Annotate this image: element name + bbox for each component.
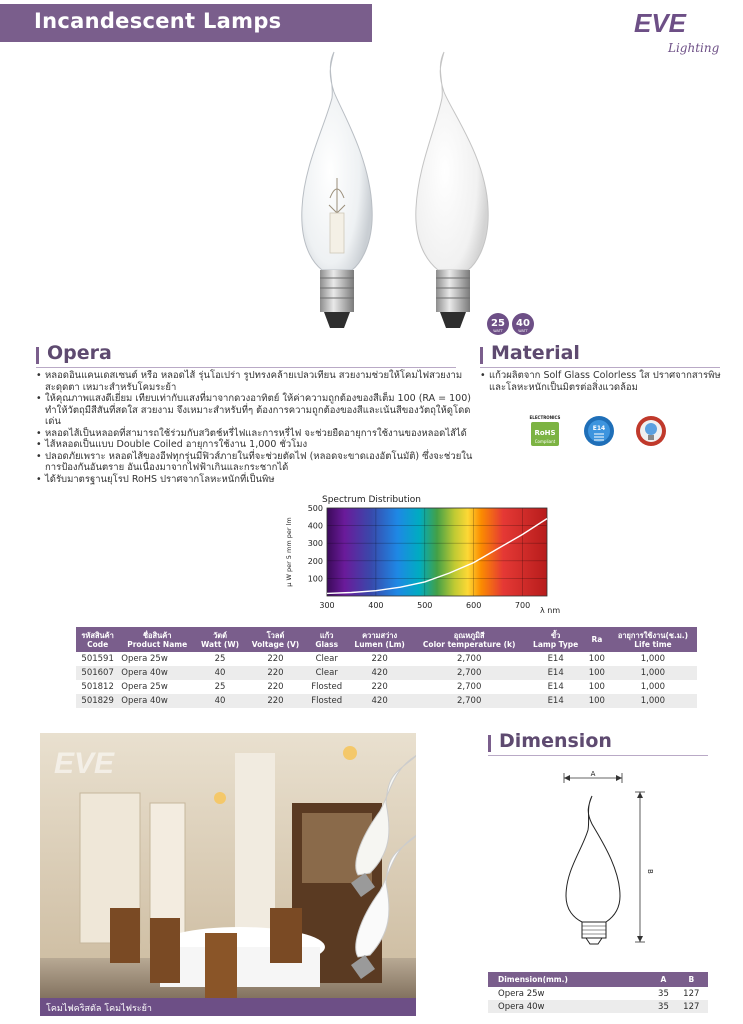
table-cell: 2,700 (412, 680, 527, 694)
col-color-temp: อุณหภูมิสี Color temperature (k) (412, 627, 527, 652)
table-cell: 501829 (76, 694, 119, 708)
y-tick-label: 400 (307, 521, 323, 531)
table-cell: 25 (195, 680, 245, 694)
y-tick-label: 300 (307, 539, 323, 549)
y-axis-label: μ W per 5 mm per lm (285, 517, 293, 587)
table-cell: 220 (245, 694, 306, 708)
feature-item: • ได้รับมาตรฐานยุโรป RoHS ปราศจากโลหะหนักที่เป็นพิษ (36, 474, 476, 486)
spec-header-row (76, 627, 697, 652)
svg-text:Compliant: Compliant (534, 439, 556, 444)
dim-cell: 35 (652, 1000, 674, 1013)
table-cell: 40 (195, 666, 245, 680)
opera-heading-text: Opera (47, 342, 112, 364)
dimension-heading (488, 730, 708, 755)
x-tick-label: 300 (319, 601, 335, 610)
feature-item: • ไส้หลอดเป็นแบบ Double Coiled อายุการใช้งาน 1,000 ชั่วโมง (36, 439, 476, 451)
col-lifetime: อายุการใช้งาน(ช.ม.) Life time (609, 627, 697, 652)
svg-text:WATT: WATT (493, 329, 503, 333)
col-product-name: ชื่อสินค้า Product Name (119, 627, 195, 652)
brand-sub-text: Lighting (668, 41, 720, 55)
product-spec-table (76, 627, 697, 708)
table-row (488, 1000, 708, 1013)
col-lamp-type: ขั้ว Lamp Type (526, 627, 584, 652)
x-tick-label: 600 (466, 601, 482, 610)
dimension-heading-text: Dimension (499, 730, 612, 752)
table-cell: Flosted (306, 694, 347, 708)
dim-cell: 127 (675, 1000, 708, 1013)
table-cell: 1,000 (609, 652, 697, 666)
dim-cell: Opera 40w (488, 1000, 652, 1013)
table-cell: 40 (195, 694, 245, 708)
material-heading (480, 342, 720, 367)
dimmable-icon (634, 413, 668, 449)
svg-text:25: 25 (491, 318, 505, 329)
table-cell: Opera 40w (119, 666, 195, 680)
dim-cell: 127 (675, 987, 708, 1000)
table-row (76, 680, 697, 694)
feature-item: • ปลอดภัยเพราะ หลอดไส้ของอีฟทุกรุ่นมีฟิวส์ภายในที่จะช่วยตัดไฟ (หลอดจะขาดเองอัตโนมัติ) ซึ่งจะช่วยในการป้องกันอันตราย อันเนื่องมาจากไฟฟ้าเกินและกระชากได้ (36, 451, 476, 474)
table-cell: 2,700 (412, 666, 527, 680)
table-cell: E14 (526, 694, 584, 708)
rohs-compliant-icon (528, 413, 562, 449)
material-list (480, 370, 725, 393)
table-cell: 420 (347, 694, 412, 708)
spectrum-band (327, 508, 547, 596)
table-cell: 420 (347, 666, 412, 680)
photo-watermark: EVE (54, 747, 115, 780)
svg-text:RoHS: RoHS (534, 429, 556, 437)
table-cell: E14 (526, 666, 584, 680)
table-cell: 501591 (76, 652, 119, 666)
svg-text:E14: E14 (592, 425, 606, 432)
col-lumen: ความสว่าง Lumen (Lm) (347, 627, 412, 652)
table-cell: 100 (585, 666, 609, 680)
dim-col-a: A (652, 972, 674, 987)
opera-features-list (36, 370, 476, 485)
table-cell: E14 (526, 652, 584, 666)
table-cell: 100 (585, 652, 609, 666)
dim-cell: Opera 25w (488, 987, 652, 1000)
table-cell: 1,000 (609, 680, 697, 694)
col-code: รหัสสินค้า Code (76, 627, 119, 652)
col-voltage: โวลต์ Voltage (V) (245, 627, 306, 652)
y-tick-label: 200 (307, 556, 323, 566)
table-cell: 220 (347, 680, 412, 694)
table-cell: 501812 (76, 680, 119, 694)
table-cell: 100 (585, 680, 609, 694)
table-row (76, 652, 697, 666)
material-item: • แก้วผลิตจาก Solf Glass Colorless ใส ปราศจากสารพิษและโลหะหนักเป็นมิตรต่อสิ่งแวดล้อม (480, 370, 725, 393)
table-cell: 1,000 (609, 694, 697, 708)
table-cell: 2,700 (412, 652, 527, 666)
table-cell: 25 (195, 652, 245, 666)
table-cell: 501607 (76, 666, 119, 680)
dim-header-row (488, 972, 708, 987)
col-glass: แก้ว Glass (306, 627, 347, 652)
dim-col-b: B (675, 972, 708, 987)
x-tick-label: 400 (368, 601, 384, 610)
feature-item: • หลอดอินแคนเดสเซนต์ หรือ หลอดไส้ รุ่นโอเปร่า รูปทรงคล้ายเปลวเทียน สวยงามช่วยให้โคมไฟสวยงามสะดุดตา เหมาะสำหรับโคมระย้า (36, 370, 476, 393)
col-ra: Ra (585, 627, 609, 652)
material-heading-text: Material (491, 342, 580, 364)
x-tick-label: 700 (514, 601, 531, 610)
y-tick-label: 500 (307, 504, 323, 513)
dim-cell: 35 (652, 987, 674, 1000)
e14-base-icon (582, 413, 616, 449)
table-cell: 220 (347, 652, 412, 666)
chart-title: Spectrum Distribution (322, 495, 421, 505)
table-row (488, 987, 708, 1000)
table-cell: Clear (306, 652, 347, 666)
table-cell: Opera 25w (119, 680, 195, 694)
feature-item: • ให้คุณภาพแสงดีเยี่ยม เทียบเท่ากับแสงที่มาจากดวงอาทิตย์ ให้ค่าความถูกต้องของสีเต็ม 100 (RA = 100) ทำให้วัตถุมีสีสันที่สดใส สวยงาม จึงเหมาะสำหรับที่ๆ ต้องการความถูกต้องของสีและเน้นสีของวัตถุให้ดูโดดเด่น (36, 393, 476, 428)
table-cell: 100 (585, 694, 609, 708)
page-title-band (0, 4, 372, 42)
table-cell: E14 (526, 680, 584, 694)
dim-label-a: A (590, 770, 596, 778)
dimension-table (488, 972, 708, 1013)
clear-lamp-image (290, 48, 390, 336)
x-tick-label: 500 (417, 601, 433, 610)
table-cell: 220 (245, 652, 306, 666)
table-cell: 220 (245, 680, 306, 694)
frosted-lamp-image (404, 48, 504, 336)
dim-label-b: B (646, 869, 654, 874)
watt-badges (486, 312, 548, 336)
table-cell: 1,000 (609, 666, 697, 680)
brand-text: EVE (634, 8, 687, 38)
y-tick-label: 100 (307, 574, 323, 584)
table-cell: 2,700 (412, 694, 527, 708)
table-cell: Clear (306, 666, 347, 680)
eve-lighting-logo (630, 8, 730, 66)
table-cell: 220 (245, 666, 306, 680)
table-row (76, 694, 697, 708)
x-axis-label: λ nm (540, 606, 561, 615)
spectrum-chart (282, 500, 572, 615)
photo-caption: โคมไฟคริสตัล โคมไฟระย้า (40, 998, 416, 1016)
dimension-drawing (548, 768, 658, 948)
svg-text:40: 40 (516, 318, 530, 329)
table-cell: Opera 40w (119, 694, 195, 708)
table-cell: Opera 25w (119, 652, 195, 666)
feature-item: • หลอดไส้เป็นหลอดที่สามารถใช้ร่วมกับสวิตช์หรี่ไฟและการหรี่ไฟ จะช่วยยืดอายุการใช้งานของหลอดไส้ได้ (36, 428, 476, 440)
table-cell: Flosted (306, 680, 347, 694)
table-row (76, 666, 697, 680)
dim-col-model: Dimension(mm.) (488, 972, 652, 987)
opera-heading (36, 342, 456, 367)
page-title: Incandescent Lamps (34, 9, 282, 33)
col-watt: วัตต์ Watt (W) (195, 627, 245, 652)
svg-text:ELECTRONICS: ELECTRONICS (529, 415, 561, 420)
interior-photo (40, 733, 416, 1016)
svg-text:WATT: WATT (518, 329, 528, 333)
